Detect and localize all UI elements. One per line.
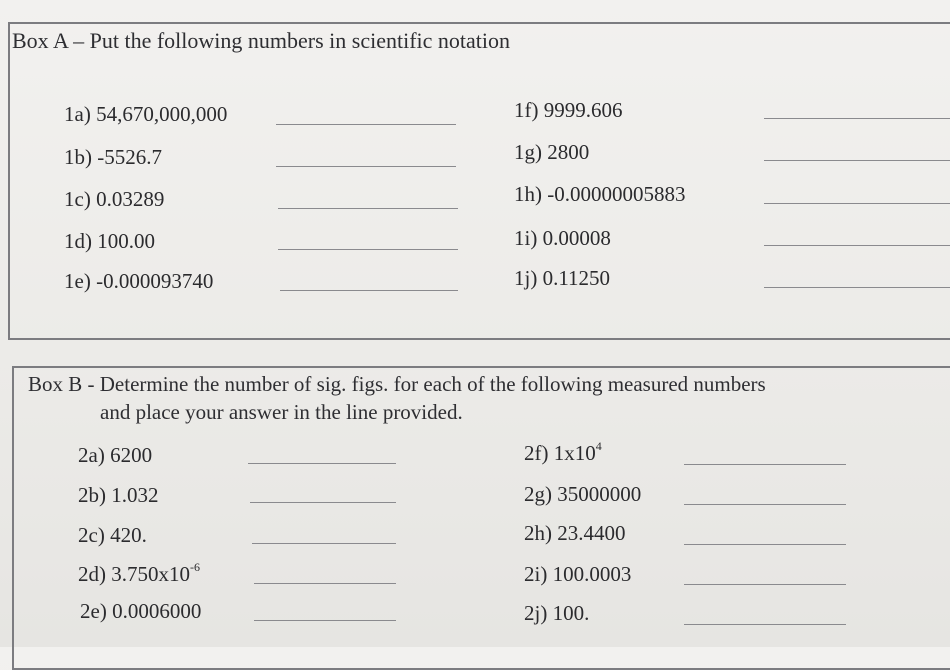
question-value: 2800	[547, 140, 590, 164]
question-label: 2f)	[524, 441, 549, 465]
answer-line-1c[interactable]	[278, 208, 458, 209]
question-label: 2j)	[524, 601, 548, 625]
question-2h	[524, 521, 626, 546]
question-value: 100.00	[97, 229, 155, 253]
question-2i	[524, 562, 631, 587]
question-label: 1c)	[64, 187, 91, 211]
answer-line-1b[interactable]	[276, 166, 456, 167]
answer-line-1e[interactable]	[280, 290, 458, 291]
question-value: 100.	[552, 601, 590, 625]
question-1e	[64, 269, 213, 294]
question-1b	[64, 145, 162, 170]
question-1c	[64, 187, 164, 212]
question-1g	[514, 140, 589, 165]
question-value: 0.11250	[542, 266, 611, 290]
answer-line-2a[interactable]	[248, 463, 396, 464]
question-1h	[514, 182, 686, 207]
answer-line-2d[interactable]	[254, 583, 396, 584]
question-label: 1j)	[514, 266, 538, 290]
question-value: 420.	[110, 523, 147, 547]
question-label: 2d)	[78, 562, 106, 586]
box-b-title-line-2: and place your answer in the line provided.	[100, 400, 463, 424]
question-label: 2c)	[78, 523, 105, 547]
question-value: -5526.7	[97, 145, 162, 169]
question-label: 1h)	[514, 182, 542, 206]
answer-line-2b[interactable]	[250, 502, 396, 503]
question-value: -0.00000005883	[547, 182, 686, 206]
question-1f	[514, 98, 623, 123]
exponent: -6	[190, 560, 200, 574]
question-2a	[78, 443, 152, 468]
answer-line-1j[interactable]	[764, 287, 950, 288]
question-2c	[78, 523, 147, 548]
answer-line-1i[interactable]	[764, 245, 950, 246]
question-label: 2b)	[78, 483, 106, 507]
answer-line-2g[interactable]	[684, 504, 846, 505]
question-label: 2i)	[524, 562, 548, 586]
question-label: 1a)	[64, 102, 91, 126]
question-2e	[80, 599, 201, 624]
question-label: 2e)	[80, 599, 107, 623]
question-label: 2g)	[524, 482, 552, 506]
answer-line-2j[interactable]	[684, 624, 846, 625]
question-value: 6200	[110, 443, 153, 467]
exponent: 4	[595, 439, 602, 453]
question-label: 1d)	[64, 229, 92, 253]
question-value: 0.03289	[96, 187, 165, 211]
answer-line-2h[interactable]	[684, 544, 846, 545]
answer-line-2i[interactable]	[684, 584, 846, 585]
answer-line-1g[interactable]	[764, 160, 950, 161]
question-1d	[64, 229, 155, 254]
question-value: 23.4400	[557, 521, 626, 545]
question-1a	[64, 102, 227, 127]
question-label: 1f)	[514, 98, 539, 122]
question-2f	[524, 441, 602, 466]
question-label: 1g)	[514, 140, 542, 164]
question-1j	[514, 266, 610, 291]
question-label: 1e)	[64, 269, 91, 293]
question-value: 35000000	[557, 482, 642, 506]
question-1i	[514, 226, 611, 251]
question-value: 1x10	[553, 441, 596, 465]
question-value: -0.000093740	[96, 269, 214, 293]
question-label: 2h)	[524, 521, 552, 545]
answer-line-1f[interactable]	[764, 118, 950, 119]
question-value: 54,670,000,000	[96, 102, 228, 126]
question-2d	[78, 562, 200, 587]
question-value: 1.032	[111, 483, 159, 507]
answer-line-2e[interactable]	[254, 620, 396, 621]
question-label: 1b)	[64, 145, 92, 169]
question-label: 1i)	[514, 226, 538, 250]
answer-line-2f[interactable]	[684, 464, 846, 465]
question-2b	[78, 483, 159, 508]
question-value: 0.0006000	[112, 599, 202, 623]
answer-line-1h[interactable]	[764, 203, 950, 204]
box-a-title: Box A – Put the following numbers in scientific notation	[12, 28, 511, 53]
answer-line-1a[interactable]	[276, 124, 456, 125]
question-value: 100.0003	[552, 562, 632, 586]
answer-line-1d[interactable]	[278, 249, 458, 250]
question-2j	[524, 601, 589, 626]
box-b-title-line-1: Box B - Determine the number of sig. figs. for each of the following measured numbers	[28, 372, 766, 396]
question-label: 2a)	[78, 443, 105, 467]
answer-line-2c[interactable]	[252, 543, 396, 544]
question-value: 0.00008	[542, 226, 611, 250]
question-value: 3.750x10	[111, 562, 190, 586]
question-value: 9999.606	[543, 98, 623, 122]
question-2g	[524, 482, 641, 507]
